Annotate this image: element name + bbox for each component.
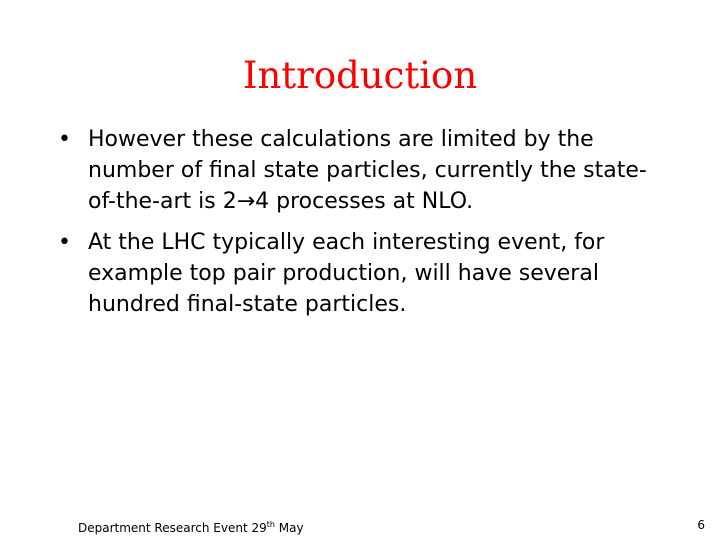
- bullet-text-before-arrow: However these calculations are limited by the number of final state particles, currently the state-of-the-art is 2: [88, 127, 647, 214]
- arrow-icon: →: [236, 189, 256, 214]
- footer-month: May: [274, 521, 304, 535]
- page-number: 6: [697, 518, 705, 532]
- bullet-text: At the LHC typically each interesting event, for example top pair production, will have several hundred final-state particles.: [88, 230, 605, 317]
- slide-title: Introduction: [242, 54, 478, 97]
- footer-text: [78, 518, 304, 535]
- bullet-icon: •: [58, 127, 71, 152]
- bullet-list: [58, 124, 668, 330]
- bullet-item-lhc: [58, 227, 668, 320]
- bullet-text-after-arrow: 4 processes at NLO.: [255, 189, 474, 214]
- footer-event-name: Department Research Event 29: [78, 521, 267, 535]
- bullet-icon: •: [58, 230, 71, 255]
- bullet-item-limitations: [58, 124, 668, 217]
- footer-superscript: th: [266, 520, 275, 529]
